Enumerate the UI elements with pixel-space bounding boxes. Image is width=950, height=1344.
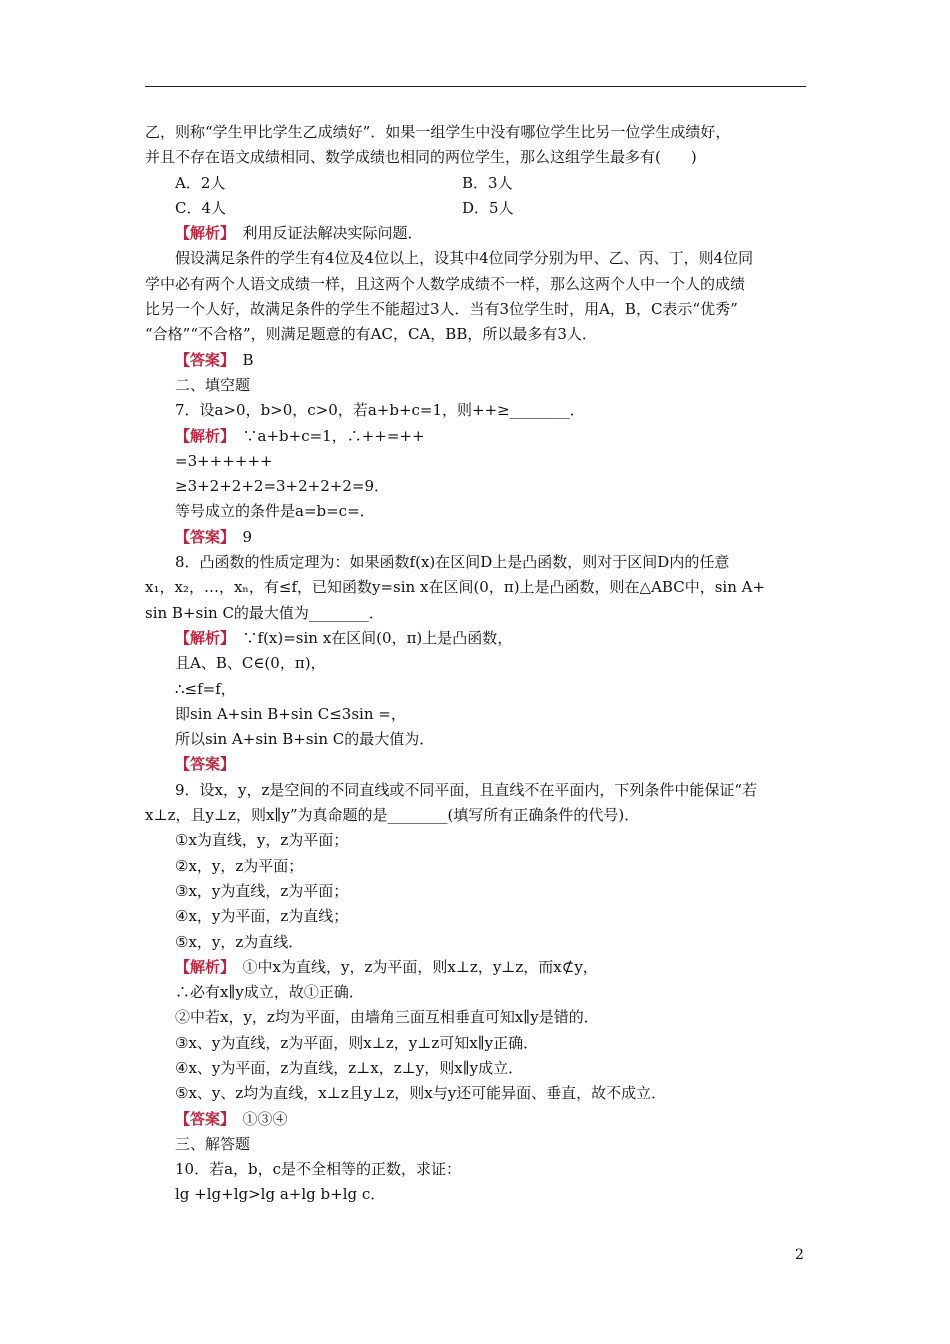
q8-analysis-line-3: ∴≤f=f， xyxy=(175,679,236,698)
q8-answer xyxy=(145,752,806,777)
section-3-heading: 三、解答题 xyxy=(175,1134,251,1153)
q9-answer xyxy=(145,1107,806,1132)
q7-analysis-line-2: =3++++++ xyxy=(175,451,273,470)
q6-analysis-line-5: “合格”“不合格”，则满足题意的有AC，CA，BB，所以最多有3人． xyxy=(145,325,597,344)
q6-analysis-line-2: 假设满足条件的学生有4位及4位以上，设其中4位同学分别为甲、乙、丙、丁，则4位同 xyxy=(175,249,754,268)
q9-stem-line-1: 9．设x，y，z是空间的不同直线或不同平面，且直线不在平面内，下列条件中能保证“若 xyxy=(175,780,758,799)
q9-analysis-line-2: ∴必有x∥y成立，故①正确． xyxy=(175,983,364,1002)
section-2-heading: 二、填空题 xyxy=(175,375,251,394)
q9-condition-3: ③x，y为直线，z为平面； xyxy=(175,881,349,900)
page-content xyxy=(145,120,806,1208)
q6-option-b: B．3人 xyxy=(462,173,513,192)
analysis-tag: 【解析】 xyxy=(175,224,228,243)
q8-analysis-line-2: 且A、B、C∈(0，π)， xyxy=(175,654,326,673)
q9-stem-line-2: x⊥z，且y⊥z，则x∥y”为真命题的是________(填写所有正确条件的代号)． xyxy=(145,806,640,825)
answer-tag: 【答案】 xyxy=(175,350,228,369)
q8-stem-line-1: 8．凸函数的性质定理为：如果函数f(x)在区间D上是凸函数，则对于区间D内的任意 xyxy=(175,553,730,572)
page-number: 2 xyxy=(795,1247,804,1263)
q7-analysis-text: ∵a+b+c=1，∴++=++ xyxy=(227,426,425,445)
q6-option-a: A．2人 xyxy=(175,173,226,192)
q10-stem: 10．若a，b，c是不全相等的正数，求证： xyxy=(175,1160,462,1179)
q9-analysis-line-1 xyxy=(145,955,806,980)
q9-analysis-line-3: ②中若x，y，z均为平面，由墙角三面互相垂直可知x∥y是错的． xyxy=(175,1008,599,1027)
q6-stem-line-1: 乙，则称“学生甲比学生乙成绩好”．如果一组学生中没有哪位学生比另一位学生成绩好， xyxy=(145,123,731,141)
q9-answer-text: ①③④ xyxy=(227,1109,288,1128)
answer-tag: 【答案】 xyxy=(175,1109,228,1128)
q7-analysis-line-3: ≥3+2+2+2=3+2+2+2=9． xyxy=(175,477,390,496)
q8-analysis-text: ∵f(x)=sin x在区间(0，π)上是凸函数， xyxy=(227,628,513,647)
answer-tag: 【答案】 xyxy=(175,755,236,774)
q9-analysis-text: ①中x为直线，y，z为平面，则x⊥z，y⊥z，而x⊄y， xyxy=(227,957,598,976)
q9-condition-4: ④x，y为平面，z为直线； xyxy=(175,907,349,926)
q9-analysis-line-4: ③x、y为直线，z为平面，则x⊥z，y⊥z可知x∥y正确． xyxy=(175,1033,539,1052)
q8-stem-line-3: sin B+sin C的最大值为________． xyxy=(145,603,384,622)
q7-stem: 7．设a>0，b>0，c>0，若a+b+c=1，则++≥________． xyxy=(175,401,585,420)
q7-analysis-line-1 xyxy=(145,424,806,449)
q10-formula: lg +lg+lg>lg a+lg b+lg c． xyxy=(175,1185,386,1204)
q7-answer-text: 9 xyxy=(227,527,253,546)
q6-analysis-line-3: 学中必有两个人语文成绩一样，且这两个人数学成绩不一样，那么这两个人中一个人的成绩 xyxy=(145,274,746,293)
q8-analysis-line-1 xyxy=(145,626,806,651)
q6-answer xyxy=(145,348,806,373)
header-rule xyxy=(145,86,806,87)
q6-answer-text: B xyxy=(227,350,254,369)
q8-analysis-line-5: 所以sin A+sin B+sin C的最大值为． xyxy=(175,730,435,749)
q7-answer xyxy=(145,525,806,550)
analysis-tag: 【解析】 xyxy=(175,628,228,647)
q9-condition-5: ⑤x，y，z为直线． xyxy=(175,932,304,951)
analysis-tag: 【解析】 xyxy=(175,957,228,976)
q9-analysis-line-5: ④x、y为平面，z为直线，z⊥x，z⊥y，则x∥y成立． xyxy=(175,1058,524,1077)
q9-condition-2: ②x，y，z为平面； xyxy=(175,856,304,875)
analysis-tag: 【解析】 xyxy=(175,426,228,445)
q6-option-d: D．5人 xyxy=(462,198,514,217)
q6-analysis-line-1 xyxy=(145,221,806,246)
q6-option-c: C．4人 xyxy=(175,198,227,217)
q8-stem-line-2: x₁，x₂，…，xₙ，有≤f，已知函数y=sin x在区间(0，π)上是凸函数，则在△ABC中，sin A+ xyxy=(145,578,766,597)
q9-condition-1: ①x为直线，y，z为平面； xyxy=(175,831,349,850)
q8-analysis-line-4: 即sin A+sin B+sin C≤3sin =， xyxy=(175,704,406,723)
q7-analysis-line-4: 等号成立的条件是a=b=c=． xyxy=(175,502,375,521)
q6-analysis-text: 利用反证法解决实际问题． xyxy=(227,224,423,243)
q6-options-row-1 xyxy=(145,171,806,196)
q6-analysis-line-4: 比另一个人好，故满足条件的学生不能超过3人．当有3位学生时，用A，B，C表示“优秀” xyxy=(145,300,738,319)
q6-stem-line-2: 并且不存在语文成绩相同、数学成绩也相同的两位学生，那么这组学生最多有( ) xyxy=(145,148,697,167)
q6-options-row-2 xyxy=(145,196,806,221)
answer-tag: 【答案】 xyxy=(175,527,228,546)
q9-analysis-line-6: ⑤x、y、z均为直线，x⊥z且y⊥z，则x与y还可能异面、垂直，故不成立． xyxy=(175,1084,667,1103)
